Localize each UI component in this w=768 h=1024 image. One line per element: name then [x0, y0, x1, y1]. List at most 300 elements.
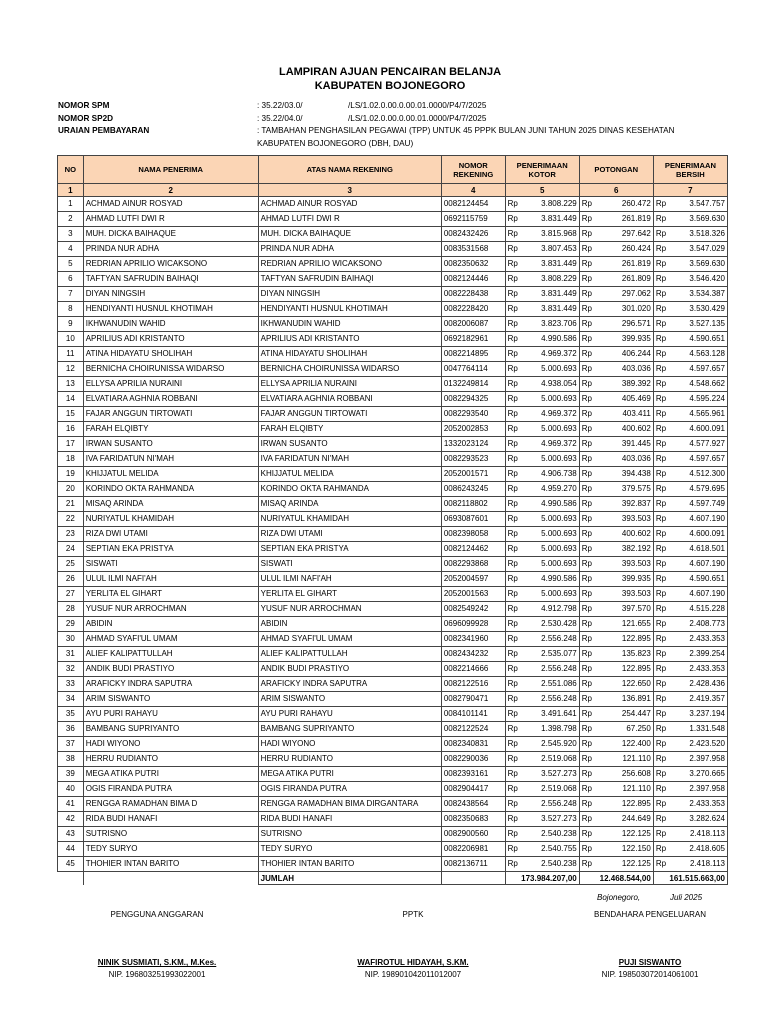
row-currency: Rp: [505, 407, 526, 422]
row-currency: Rp: [579, 347, 600, 362]
row-currency: Rp: [653, 692, 674, 707]
row-no: 35: [58, 707, 84, 722]
row-nama-penerima: AHMAD LUTFI DWI R: [83, 212, 258, 227]
row-no: 43: [58, 827, 84, 842]
row-currency: Rp: [579, 767, 600, 782]
row-currency: Rp: [653, 812, 674, 827]
spm-value: : 35.22/03.0/ /LS/1.02.0.00.0.00.01.0000/P4/7/2025: [257, 101, 487, 110]
row-potongan: 406.244: [600, 347, 654, 362]
row-no: 33: [58, 677, 84, 692]
row-penerimaan-bersih: 4.600.091: [674, 422, 728, 437]
row-atas-nama-rekening: KHIJJATUL MELIDA: [258, 467, 441, 482]
col-number: 3: [258, 184, 441, 197]
row-penerimaan-kotor: 5.000.693: [526, 587, 580, 602]
row-penerimaan-kotor: 4.969.372: [526, 437, 580, 452]
table-row: [58, 662, 728, 677]
row-penerimaan-bersih: 3.530.429: [674, 302, 728, 317]
row-currency: Rp: [505, 587, 526, 602]
row-no: 30: [58, 632, 84, 647]
table-row: [58, 302, 728, 317]
row-currency: Rp: [653, 572, 674, 587]
row-atas-nama-rekening: ULUL ILMI NAFI'AH: [258, 572, 441, 587]
row-currency: Rp: [653, 587, 674, 602]
row-potongan: 393.503: [600, 512, 654, 527]
table-row: [58, 242, 728, 257]
row-currency: Rp: [505, 842, 526, 857]
header-penerimaan-bersih: PENERIMAAN BERSIH: [653, 156, 727, 184]
row-potongan: 122.650: [600, 677, 654, 692]
row-currency: Rp: [653, 347, 674, 362]
row-currency: Rp: [505, 497, 526, 512]
row-currency: Rp: [579, 722, 600, 737]
row-penerimaan-kotor: 2.519.068: [526, 782, 580, 797]
header-no: NO: [58, 156, 84, 184]
row-atas-nama-rekening: TAFTYAN SAFRUDIN BAIHAQI: [258, 272, 441, 287]
row-potongan: 389.392: [600, 377, 654, 392]
table-row: [58, 707, 728, 722]
row-penerimaan-kotor: 3.823.706: [526, 317, 580, 332]
row-nomor-rekening: 0082434232: [441, 647, 505, 662]
table-row: [58, 632, 728, 647]
row-currency: Rp: [653, 707, 674, 722]
row-currency: Rp: [505, 287, 526, 302]
date: Juli 2025: [670, 893, 703, 902]
row-currency: Rp: [579, 797, 600, 812]
row-currency: Rp: [653, 407, 674, 422]
row-currency: Rp: [579, 527, 600, 542]
row-penerimaan-bersih: 2.418.605: [674, 842, 728, 857]
row-nama-penerima: RIDA BUDI HANAFI: [83, 812, 258, 827]
row-no: 38: [58, 752, 84, 767]
row-penerimaan-bersih: 3.518.326: [674, 227, 728, 242]
row-nama-penerima: AYU PURI RAHAYU: [83, 707, 258, 722]
row-currency: Rp: [653, 257, 674, 272]
col-number: 5: [505, 184, 579, 197]
row-currency: Rp: [579, 197, 600, 212]
row-penerimaan-kotor: 5.000.693: [526, 527, 580, 542]
row-nomor-rekening: 0082900560: [441, 827, 505, 842]
row-currency: Rp: [653, 287, 674, 302]
row-nama-penerima: YERLITA EL GIHART: [83, 587, 258, 602]
table-row: [58, 842, 728, 857]
row-penerimaan-bersih: 4.607.190: [674, 557, 728, 572]
row-currency: Rp: [653, 647, 674, 662]
row-potongan: 121.110: [600, 782, 654, 797]
row-currency: Rp: [579, 662, 600, 677]
row-penerimaan-kotor: 2.535.077: [526, 647, 580, 662]
row-nomor-rekening: 0047764114: [441, 362, 505, 377]
row-currency: Rp: [579, 227, 600, 242]
sp2d-value: : 35.22/04.0/ /LS/1.02.0.00.0.00.01.0000/P4/7/2025: [257, 114, 487, 123]
row-penerimaan-kotor: 2.551.086: [526, 677, 580, 692]
total-row: [58, 872, 728, 885]
row-currency: Rp: [653, 527, 674, 542]
row-currency: Rp: [579, 212, 600, 227]
row-currency: Rp: [505, 722, 526, 737]
row-no: 42: [58, 812, 84, 827]
row-currency: Rp: [653, 602, 674, 617]
row-no: 1: [58, 197, 84, 212]
row-nama-penerima: MISAQ ARINDA: [83, 497, 258, 512]
row-penerimaan-bersih: 3.270.665: [674, 767, 728, 782]
row-nama-penerima: AHMAD SYAFI'UL UMAM: [83, 632, 258, 647]
row-atas-nama-rekening: OGIS FIRANDA PUTRA: [258, 782, 441, 797]
row-potongan: 296.571: [600, 317, 654, 332]
row-currency: Rp: [653, 542, 674, 557]
row-penerimaan-bersih: 2.419.357: [674, 692, 728, 707]
row-potongan: 403.411: [600, 407, 654, 422]
row-potongan: 136.891: [600, 692, 654, 707]
row-nomor-rekening: 0082124462: [441, 542, 505, 557]
row-potongan: 391.445: [600, 437, 654, 452]
table-row: [58, 827, 728, 842]
row-no: 26: [58, 572, 84, 587]
row-no: 36: [58, 722, 84, 737]
row-nama-penerima: SEPTIAN EKA PRISTYA: [83, 542, 258, 557]
row-atas-nama-rekening: ARAFICKY INDRA SAPUTRA: [258, 677, 441, 692]
row-penerimaan-kotor: 4.959.270: [526, 482, 580, 497]
row-currency: Rp: [653, 377, 674, 392]
row-penerimaan-bersih: 2.418.113: [674, 857, 728, 872]
row-currency: Rp: [653, 242, 674, 257]
row-no: 9: [58, 317, 84, 332]
row-nomor-rekening: 0082393161: [441, 767, 505, 782]
row-nomor-rekening: 0082294325: [441, 392, 505, 407]
row-currency: Rp: [653, 227, 674, 242]
table-row: [58, 542, 728, 557]
row-penerimaan-bersih: 3.282.624: [674, 812, 728, 827]
row-currency: Rp: [653, 302, 674, 317]
row-nama-penerima: BERNICHA CHOIRUNISSA WIDARSO: [83, 362, 258, 377]
row-currency: Rp: [579, 812, 600, 827]
column-number-row: [58, 184, 728, 197]
row-currency: Rp: [505, 422, 526, 437]
row-atas-nama-rekening: IKHWANUDIN WAHID: [258, 317, 441, 332]
row-currency: Rp: [505, 782, 526, 797]
table-row: [58, 452, 728, 467]
row-no: 16: [58, 422, 84, 437]
row-currency: Rp: [505, 707, 526, 722]
total-kotor: 173.984.207,00: [505, 872, 579, 885]
row-penerimaan-kotor: 5.000.693: [526, 422, 580, 437]
table-row: [58, 482, 728, 497]
row-atas-nama-rekening: MISAQ ARINDA: [258, 497, 441, 512]
row-currency: Rp: [579, 317, 600, 332]
uraian-line-2: KABUPATEN BOJONEGORO (DBH, DAU): [257, 139, 414, 148]
row-currency: Rp: [579, 572, 600, 587]
signer-role-pptk: PPTK: [402, 910, 424, 919]
row-penerimaan-bersih: 3.546.420: [674, 272, 728, 287]
row-no: 10: [58, 332, 84, 347]
row-penerimaan-bersih: 2.399.254: [674, 647, 728, 662]
row-potongan: 297.062: [600, 287, 654, 302]
row-penerimaan-bersih: 2.408.773: [674, 617, 728, 632]
row-nama-penerima: ATINA HIDAYATU SHOLIHAH: [83, 347, 258, 362]
header-penerimaan-kotor: PENERIMAAN KOTOR: [505, 156, 579, 184]
row-nama-penerima: ARIM SISWANTO: [83, 692, 258, 707]
row-penerimaan-kotor: 4.906.738: [526, 467, 580, 482]
row-penerimaan-kotor: 3.807.453: [526, 242, 580, 257]
row-currency: Rp: [579, 257, 600, 272]
row-currency: Rp: [505, 362, 526, 377]
row-atas-nama-rekening: MUH. DICKA BAIHAQUE: [258, 227, 441, 242]
row-atas-nama-rekening: HADI WIYONO: [258, 737, 441, 752]
row-currency: Rp: [579, 542, 600, 557]
row-penerimaan-bersih: 4.597.657: [674, 362, 728, 377]
row-penerimaan-kotor: 2.540.238: [526, 857, 580, 872]
row-atas-nama-rekening: RIZA DWI UTAMI: [258, 527, 441, 542]
col-number: 2: [83, 184, 258, 197]
row-no: 5: [58, 257, 84, 272]
row-currency: Rp: [653, 737, 674, 752]
row-currency: Rp: [505, 347, 526, 362]
row-currency: Rp: [505, 557, 526, 572]
row-atas-nama-rekening: AHMAD SYAFI'UL UMAM: [258, 632, 441, 647]
row-nomor-rekening: 0082350683: [441, 812, 505, 827]
sp2d-label: NOMOR SP2D: [58, 114, 114, 123]
row-nama-penerima: FAJAR ANGGUN TIRTOWATI: [83, 407, 258, 422]
signer-role-bendahara: BENDAHARA PENGELUARAN: [593, 910, 707, 919]
row-penerimaan-kotor: 3.808.229: [526, 272, 580, 287]
row-atas-nama-rekening: SEPTIAN EKA PRISTYA: [258, 542, 441, 557]
row-nomor-rekening: 1332023124: [441, 437, 505, 452]
row-atas-nama-rekening: IVA FARIDATUN NI'MAH: [258, 452, 441, 467]
payment-table: [57, 155, 728, 885]
row-nama-penerima: OGIS FIRANDA PUTRA: [83, 782, 258, 797]
row-no: 15: [58, 407, 84, 422]
col-number: 7: [653, 184, 727, 197]
row-penerimaan-bersih: 3.547.029: [674, 242, 728, 257]
row-potongan: 399.935: [600, 572, 654, 587]
table-row: [58, 362, 728, 377]
row-penerimaan-bersih: 4.597.749: [674, 497, 728, 512]
row-nomor-rekening: 0082122516: [441, 677, 505, 692]
row-currency: Rp: [505, 857, 526, 872]
row-no: 25: [58, 557, 84, 572]
row-penerimaan-kotor: 2.556.248: [526, 632, 580, 647]
table-row: [58, 527, 728, 542]
row-penerimaan-bersih: 2.418.113: [674, 827, 728, 842]
row-penerimaan-bersih: 4.577.927: [674, 437, 728, 452]
row-no: 14: [58, 392, 84, 407]
row-penerimaan-bersih: 3.547.757: [674, 197, 728, 212]
row-penerimaan-bersih: 2.423.520: [674, 737, 728, 752]
row-nama-penerima: HADI WIYONO: [83, 737, 258, 752]
table-row: [58, 767, 728, 782]
row-currency: Rp: [653, 467, 674, 482]
row-nomor-rekening: 0082122524: [441, 722, 505, 737]
row-no: 18: [58, 452, 84, 467]
row-currency: Rp: [653, 827, 674, 842]
row-penerimaan-kotor: 2.556.248: [526, 662, 580, 677]
row-nomor-rekening: 0082341960: [441, 632, 505, 647]
row-no: 40: [58, 782, 84, 797]
row-atas-nama-rekening: ARIM SISWANTO: [258, 692, 441, 707]
row-penerimaan-kotor: 2.540.755: [526, 842, 580, 857]
row-potongan: 256.608: [600, 767, 654, 782]
row-currency: Rp: [579, 602, 600, 617]
row-atas-nama-rekening: AHMAD LUTFI DWI R: [258, 212, 441, 227]
row-nomor-rekening: 2052002853: [441, 422, 505, 437]
row-potongan: 382.192: [600, 542, 654, 557]
table-row: [58, 677, 728, 692]
row-potongan: 244.649: [600, 812, 654, 827]
table-row: [58, 497, 728, 512]
row-nama-penerima: KHIJJATUL MELIDA: [83, 467, 258, 482]
row-atas-nama-rekening: ALIEF KALIPATTULLAH: [258, 647, 441, 662]
table-row: [58, 692, 728, 707]
row-no: 2: [58, 212, 84, 227]
row-potongan: 400.602: [600, 422, 654, 437]
table-row: [58, 422, 728, 437]
row-no: 23: [58, 527, 84, 542]
row-atas-nama-rekening: ACHMAD AINUR ROSYAD: [258, 197, 441, 212]
row-nomor-rekening: 0082432426: [441, 227, 505, 242]
header-atas-nama-rekening: ATAS NAMA REKENING: [258, 156, 441, 184]
uraian-label: URAIAN PEMBAYARAN: [58, 126, 150, 135]
table-row: [58, 257, 728, 272]
row-no: 13: [58, 377, 84, 392]
table-row: [58, 752, 728, 767]
row-nomor-rekening: 0693087601: [441, 512, 505, 527]
row-penerimaan-bersih: 3.237.194: [674, 707, 728, 722]
row-currency: Rp: [505, 332, 526, 347]
row-potongan: 297.642: [600, 227, 654, 242]
table-row: [58, 602, 728, 617]
row-penerimaan-bersih: 3.569.630: [674, 257, 728, 272]
row-nomor-rekening: 0082214666: [441, 662, 505, 677]
col-number: 1: [58, 184, 84, 197]
row-potongan: 400.602: [600, 527, 654, 542]
table-row: [58, 572, 728, 587]
row-penerimaan-kotor: 2.540.238: [526, 827, 580, 842]
row-atas-nama-rekening: HENDIYANTI HUSNUL KHOTIMAH: [258, 302, 441, 317]
row-currency: Rp: [653, 767, 674, 782]
row-atas-nama-rekening: RENGGA RAMADHAN BIMA DIRGANTARA: [258, 797, 441, 812]
row-nama-penerima: PRINDA NUR ADHA: [83, 242, 258, 257]
col-number: 4: [441, 184, 505, 197]
row-currency: Rp: [579, 647, 600, 662]
row-atas-nama-rekening: KORINDO OKTA RAHMANDA: [258, 482, 441, 497]
row-atas-nama-rekening: PRINDA NUR ADHA: [258, 242, 441, 257]
row-currency: Rp: [579, 482, 600, 497]
row-currency: Rp: [579, 422, 600, 437]
header-nomor-rekening: NOMOR REKENING: [441, 156, 505, 184]
row-penerimaan-kotor: 2.545.920: [526, 737, 580, 752]
row-potongan: 379.575: [600, 482, 654, 497]
row-atas-nama-rekening: TEDY SURYO: [258, 842, 441, 857]
table-row: [58, 317, 728, 332]
row-nomor-rekening: 0082293523: [441, 452, 505, 467]
row-nama-penerima: THOHIER INTAN BARITO: [83, 857, 258, 872]
row-potongan: 121.110: [600, 752, 654, 767]
row-atas-nama-rekening: SUTRISNO: [258, 827, 441, 842]
row-nama-penerima: DIYAN NINGSIH: [83, 287, 258, 302]
uraian-line-1: : TAMBAHAN PENGHASILAN PEGAWAI (TPP) UNTUK 45 PPPK BULAN JUNI TAHUN 2025 DINAS KESEHATAN: [257, 126, 675, 135]
row-penerimaan-bersih: 2.428.436: [674, 677, 728, 692]
row-potongan: 122.895: [600, 632, 654, 647]
row-nomor-rekening: 0692182961: [441, 332, 505, 347]
row-currency: Rp: [505, 212, 526, 227]
row-no: 19: [58, 467, 84, 482]
row-potongan: 260.424: [600, 242, 654, 257]
row-no: 34: [58, 692, 84, 707]
row-penerimaan-bersih: 3.534.387: [674, 287, 728, 302]
row-currency: Rp: [653, 422, 674, 437]
row-nomor-rekening: 0082136711: [441, 857, 505, 872]
document-title: LAMPIRAN AJUAN PENCAIRAN BELANJA: [278, 66, 502, 78]
row-penerimaan-kotor: 3.831.449: [526, 302, 580, 317]
row-currency: Rp: [653, 512, 674, 527]
row-penerimaan-kotor: 4.969.372: [526, 407, 580, 422]
row-penerimaan-kotor: 5.000.693: [526, 452, 580, 467]
row-penerimaan-bersih: 2.433.353: [674, 797, 728, 812]
row-atas-nama-rekening: MEGA ATIKA PUTRI: [258, 767, 441, 782]
row-nomor-rekening: 0082293868: [441, 557, 505, 572]
row-penerimaan-kotor: 5.000.693: [526, 512, 580, 527]
row-penerimaan-bersih: 4.607.190: [674, 587, 728, 602]
row-potongan: 67.250: [600, 722, 654, 737]
row-atas-nama-rekening: AYU PURI RAHAYU: [258, 707, 441, 722]
row-currency: Rp: [505, 767, 526, 782]
row-nomor-rekening: 0082206981: [441, 842, 505, 857]
row-nama-penerima: ALIEF KALIPATTULLAH: [83, 647, 258, 662]
row-penerimaan-kotor: 3.527.273: [526, 767, 580, 782]
row-currency: Rp: [579, 557, 600, 572]
table-row: [58, 392, 728, 407]
row-currency: Rp: [579, 707, 600, 722]
row-nama-penerima: IRWAN SUSANTO: [83, 437, 258, 452]
row-potongan: 260.472: [600, 197, 654, 212]
row-nomor-rekening: 0082438564: [441, 797, 505, 812]
row-currency: Rp: [579, 407, 600, 422]
document-subtitle: KABUPATEN BOJONEGORO: [314, 80, 466, 92]
row-nama-penerima: ACHMAD AINUR ROSYAD: [83, 197, 258, 212]
row-currency: Rp: [653, 722, 674, 737]
row-currency: Rp: [653, 212, 674, 227]
row-no: 17: [58, 437, 84, 452]
row-nama-penerima: IVA FARIDATUN NI'MAH: [83, 452, 258, 467]
row-no: 45: [58, 857, 84, 872]
signer-nip-pptk: NIP. 198901042011012007: [364, 970, 462, 979]
row-no: 31: [58, 647, 84, 662]
row-currency: Rp: [653, 557, 674, 572]
row-nama-penerima: YUSUF NUR ARROCHMAN: [83, 602, 258, 617]
row-potongan: 394.438: [600, 467, 654, 482]
row-penerimaan-kotor: 4.938.054: [526, 377, 580, 392]
row-currency: Rp: [505, 572, 526, 587]
row-penerimaan-bersih: 1.331.548: [674, 722, 728, 737]
row-penerimaan-kotor: 3.831.449: [526, 257, 580, 272]
row-nama-penerima: REDRIAN APRILIO WICAKSONO: [83, 257, 258, 272]
row-penerimaan-kotor: 4.990.586: [526, 497, 580, 512]
row-penerimaan-kotor: 3.831.449: [526, 212, 580, 227]
row-nomor-rekening: 0696099928: [441, 617, 505, 632]
row-penerimaan-kotor: 3.815.968: [526, 227, 580, 242]
row-nama-penerima: MUH. DICKA BAIHAQUE: [83, 227, 258, 242]
row-currency: Rp: [653, 197, 674, 212]
row-atas-nama-rekening: ELVATIARA AGHNIA ROBBANI: [258, 392, 441, 407]
header-nama-penerima: NAMA PENERIMA: [83, 156, 258, 184]
total-label: JUMLAH: [258, 872, 441, 885]
row-nomor-rekening: 0082124454: [441, 197, 505, 212]
row-currency: Rp: [653, 497, 674, 512]
signer-name-bendahara: PUJI SISWANTO: [618, 958, 682, 967]
row-potongan: 301.020: [600, 302, 654, 317]
row-atas-nama-rekening: YERLITA EL GIHART: [258, 587, 441, 602]
row-atas-nama-rekening: HERRU RUDIANTO: [258, 752, 441, 767]
row-currency: Rp: [505, 377, 526, 392]
